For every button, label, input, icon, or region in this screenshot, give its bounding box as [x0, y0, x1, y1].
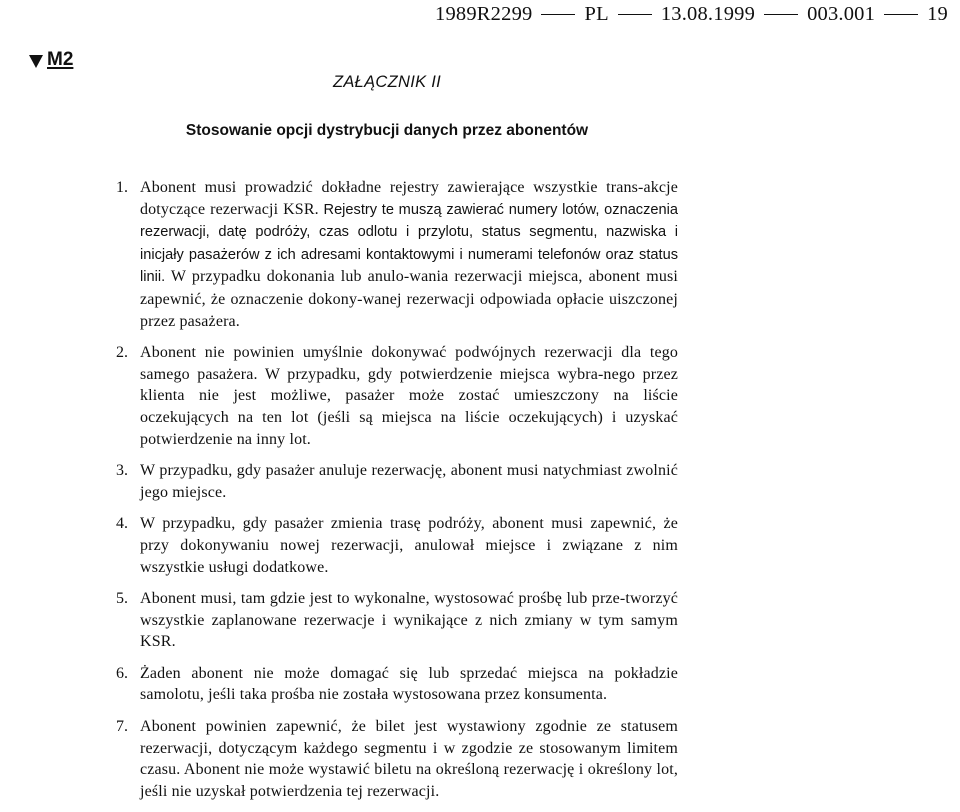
- item-number: 3.: [116, 462, 128, 480]
- header-separator: [618, 14, 652, 15]
- version-number: 003.001: [807, 3, 876, 25]
- list-item: [116, 716, 678, 802]
- running-header: [435, 3, 948, 26]
- item-text: W przypadku, gdy pasażer zmienia trasę podróży, abonent musi zapewnić, że przy dokonywaniu nowej rezerwacji, anulował miejsce i związane z nim wszystkie usługi dodatkowe.: [140, 515, 678, 576]
- item-text-part: Rejestry te muszą zawierać numery lotów, oznaczenia rezerwacji, datę podróży, czas odlotu i przylotu, status segmentu, nazwiska i inicjały pasażerów z ich adresami kontaktowymi i numerami telefonów oraz status linii.: [140, 201, 678, 286]
- page-number: 19: [927, 3, 948, 25]
- item-number: 1.: [116, 179, 128, 196]
- list-item: [116, 663, 678, 706]
- amendment-marker: [29, 49, 73, 71]
- list-item: [116, 588, 678, 653]
- item-number: 7.: [116, 718, 128, 736]
- language-code: PL: [584, 3, 609, 25]
- item-text: [140, 177, 678, 332]
- item-text: Abonent musi, tam gdzie jest to wykonalne, wystosować prośbę lub prze-tworzyć wszystkie zaplanowane rezerwacje i wynikające z nich zmiany w tym samym KSR.: [140, 590, 678, 651]
- celex-number: 1989R2299: [435, 3, 533, 25]
- triangle-down-icon: [29, 55, 43, 68]
- amendment-code: M2: [47, 49, 74, 70]
- item-number: 5.: [116, 590, 128, 608]
- item-text-part: W przypadku dokonania lub anulo-wania rezerwacji miejsca, abonent musi zapewnić, że oznaczenie dokony-wanej rezerwacji odpowiada opłacie uiszczonej przez pasażera.: [140, 268, 678, 330]
- consolidation-date: 13.08.1999: [660, 3, 756, 25]
- item-text: Abonent nie powinien umyślnie dokonywać podwójnych rezerwacji dla tego samego pasażera. W przypadku, gdy potwierdzenie miejsca wybra-nego przez klienta nie jest możliwe, pasażer może zostać umieszczony na liście oczekujących na ten lot (jeśli są miejsca na liście oczekujących) i uzyskać potwierdzenie na inny lot.: [140, 344, 678, 448]
- header-separator: [541, 14, 575, 15]
- item-number: 4.: [116, 515, 128, 533]
- item-text-part: Abonent musi prowadzić dokładne rejestry zawierające wszystkie trans-akcje dotyczące rezerwacji KSR.: [140, 179, 678, 218]
- item-text: Żaden abonent nie może domagać się lub sprzedać miejsca na pokładzie samolotu, jeśli taka prośba nie została wystosowana przez konsumenta.: [140, 664, 678, 704]
- list-item: [116, 177, 678, 332]
- list-item: [116, 342, 678, 450]
- header-separator: [764, 14, 798, 15]
- header-separator: [884, 14, 918, 15]
- item-text: Abonent powinien zapewnić, że bilet jest wystawiony zgodnie ze statusem rezerwacji, dotyczącym każdego segmentu i w zgodzie ze stosowanym limitem czasu. Abonent nie może wystawić biletu na określoną rezerwację i określony lot, jeśli nie uzyskał potwierdzenia tej rezerwacji.: [140, 718, 678, 800]
- list-item: [116, 460, 678, 503]
- annex-title: ZAŁĄCZNIK II: [332, 73, 442, 91]
- list-item: [116, 513, 678, 578]
- annex-subtitle: Stosowanie opcji dystrybucji danych przez abonentów: [185, 122, 589, 139]
- item-number: 2.: [116, 344, 128, 362]
- numbered-list: [116, 177, 678, 812]
- item-number: 6.: [116, 664, 128, 682]
- item-text: W przypadku, gdy pasażer anuluje rezerwację, abonent musi natychmiast zwolnić jego miejsce.: [140, 462, 678, 501]
